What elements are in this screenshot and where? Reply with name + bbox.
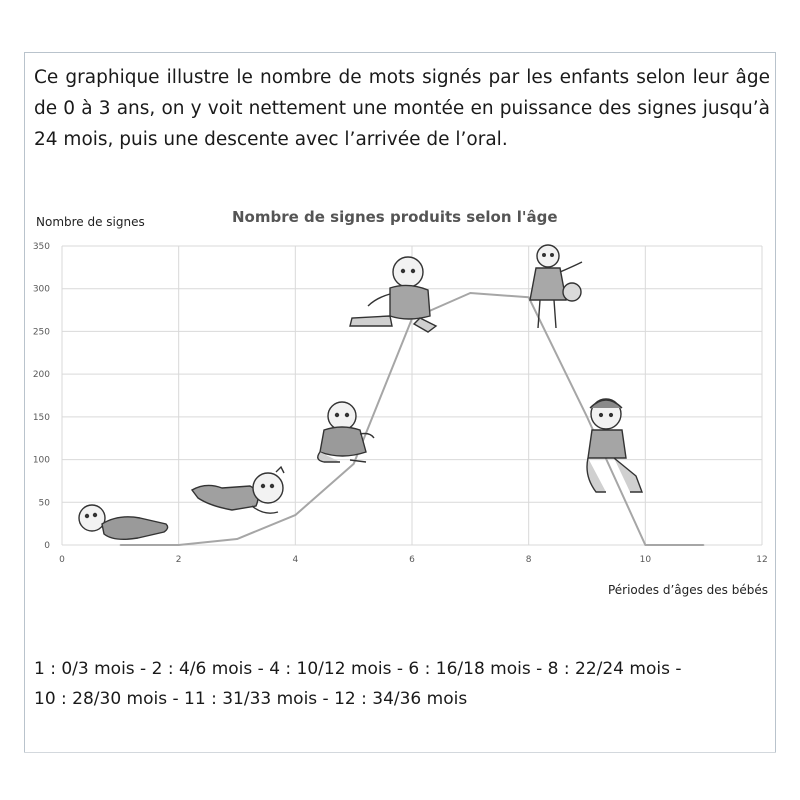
child-sitting-icon (350, 257, 436, 332)
data-point-0-1 (178, 544, 180, 546)
x-tick-label-10: 10 (639, 555, 652, 565)
y-tick-label-350: 350 (32, 242, 50, 252)
intro-paragraph: Ce graphique illustre le nombre de mots signés par les enfants selon leur âge de 0 à 3 ans, on y voit nettement une montée en puissance des signes jusqu’à 24 mois, puis une descente avec l’arrivée de l’oral. (34, 67, 770, 150)
age-period-legend-line-1: 1 : 0/3 mois - 2 : 4/6 mois - 4 : 10/12 mois - 6 : 16/18 mois - 8 : 22/24 mois - (34, 659, 682, 679)
data-point-0-3 (295, 514, 297, 516)
y-tick-label-0: 0 (44, 541, 50, 551)
x-tick-label-0: 0 (59, 555, 65, 565)
x-tick-label-4: 4 (292, 555, 299, 565)
baby-crawling-icon (192, 467, 284, 513)
x-tick-label-12: 12 (756, 555, 768, 565)
age-period-legend-line-2: 10 : 28/30 mois - 11 : 31/33 mois - 12 : 34/36 mois (34, 689, 468, 709)
chart-y-axis-label: Nombre de signes (36, 215, 145, 229)
y-tick-label-50: 50 (38, 498, 50, 509)
data-point-0-6 (470, 292, 472, 294)
y-tick-label-100: 100 (32, 455, 50, 466)
data-point-0-8 (586, 416, 588, 418)
x-tick-label-6: 6 (409, 555, 415, 565)
age-period-legend (34, 654, 774, 714)
x-tick-label-8: 8 (525, 555, 532, 565)
baby-lying-icon (79, 505, 168, 539)
x-tick-label-2: 2 (175, 555, 182, 565)
data-point-0-2 (236, 538, 238, 540)
chart-title: Nombre de signes produits selon l'âge (232, 208, 558, 226)
data-point-0-4 (353, 463, 355, 465)
y-tick-label-300: 300 (32, 284, 50, 295)
y-tick-label-250: 250 (32, 327, 50, 338)
data-point-0-7 (528, 296, 530, 298)
data-point-0-9 (645, 544, 647, 546)
y-tick-label-150: 150 (32, 412, 50, 423)
data-point-0-10 (703, 544, 705, 546)
y-tick-label-200: 200 (32, 370, 50, 381)
data-point-0-0 (120, 544, 122, 546)
chart-x-axis-label: Périodes d’âges des bébés (607, 583, 768, 597)
